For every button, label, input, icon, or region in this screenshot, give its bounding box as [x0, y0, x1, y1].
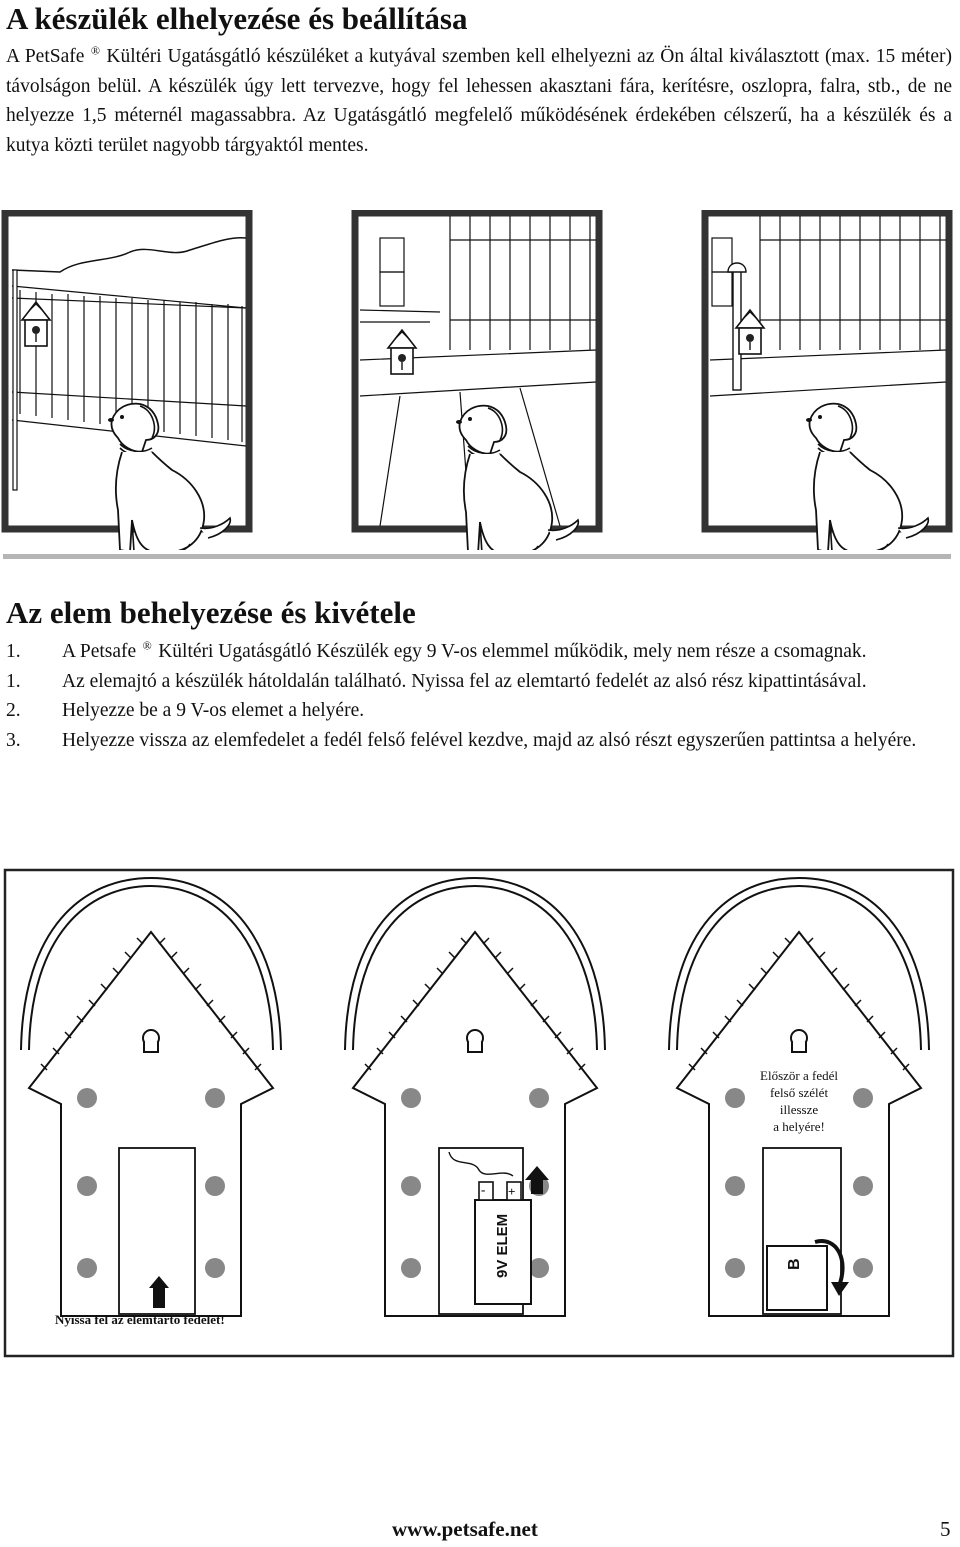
scene-fence: [5, 213, 249, 550]
footer-url: www.petsafe.net: [392, 1517, 538, 1541]
registered-mark: ®: [90, 43, 100, 58]
caption-open-cover: Nyissa fel az elemtartó fedelét!: [55, 1312, 225, 1327]
placement-illustrations: [0, 210, 960, 550]
svg-text:felső szélét: felső szélét: [769, 1085, 829, 1100]
svg-text:illessze: illessze: [779, 1102, 819, 1117]
list-item: 1. A Petsafe ® Kültéri Ugatásgátló Készülék egy 9 V-os elemmel működik, mely nem része a csomagnak.: [6, 638, 867, 662]
battery-illustrations: [3, 868, 955, 1358]
registered-mark: ®: [142, 638, 152, 653]
battery-steps: [6, 637, 952, 755]
svg-text:+: +: [508, 1184, 516, 1199]
list-item: 2. Helyezze be a 9 V-os elemet a helyére.: [6, 700, 365, 721]
battery-label: 9V ELEM: [494, 1213, 511, 1278]
list-item: 3. Helyezze vissza az elemfedelet a fedél felső felével kezdve, majd az alsó részt egyszerűen pattintsa a helyére.: [6, 729, 917, 751]
cover-letter: B: [786, 1258, 803, 1270]
svg-text:Először a fedél: Először a fedél: [760, 1068, 838, 1083]
scene-lamp-post: [705, 213, 949, 550]
placement-paragraph: A PetSafe ® Kültéri Ugatásgátló készüléket a kutyával szemben kell elhelyezni az Ön által kiválasztott (max. 15 méter) távolságon belül. A készülék úgy lett tervezve, hogy fel lehessen akasztani fára, kerítésre, oszlopra, falra, stb., de ne helyezze 1,5 méternél magassabbra. Az Ugatásgátló megfelelő működésének érdekében célszerű, ha a készülék és a kutya közti terület nagyobb tárgyaktól mentes.: [6, 43, 952, 156]
list-item: 1. Az elemajtó a készülék hátoldalán található. Nyissa fel az elemtartó fedelét az alsó rész kipattintásával.: [6, 670, 867, 692]
section-title-battery: Az elem behelyezése és kivétele: [6, 595, 416, 630]
page-number: 5: [940, 1517, 951, 1541]
svg-text:a helyére!: a helyére!: [773, 1119, 825, 1134]
section-divider: [3, 554, 951, 559]
section-title-placement: A készülék elhelyezése és beállítása: [6, 1, 468, 36]
svg-text:-: -: [481, 1182, 486, 1197]
scene-house-porch: [355, 213, 599, 550]
